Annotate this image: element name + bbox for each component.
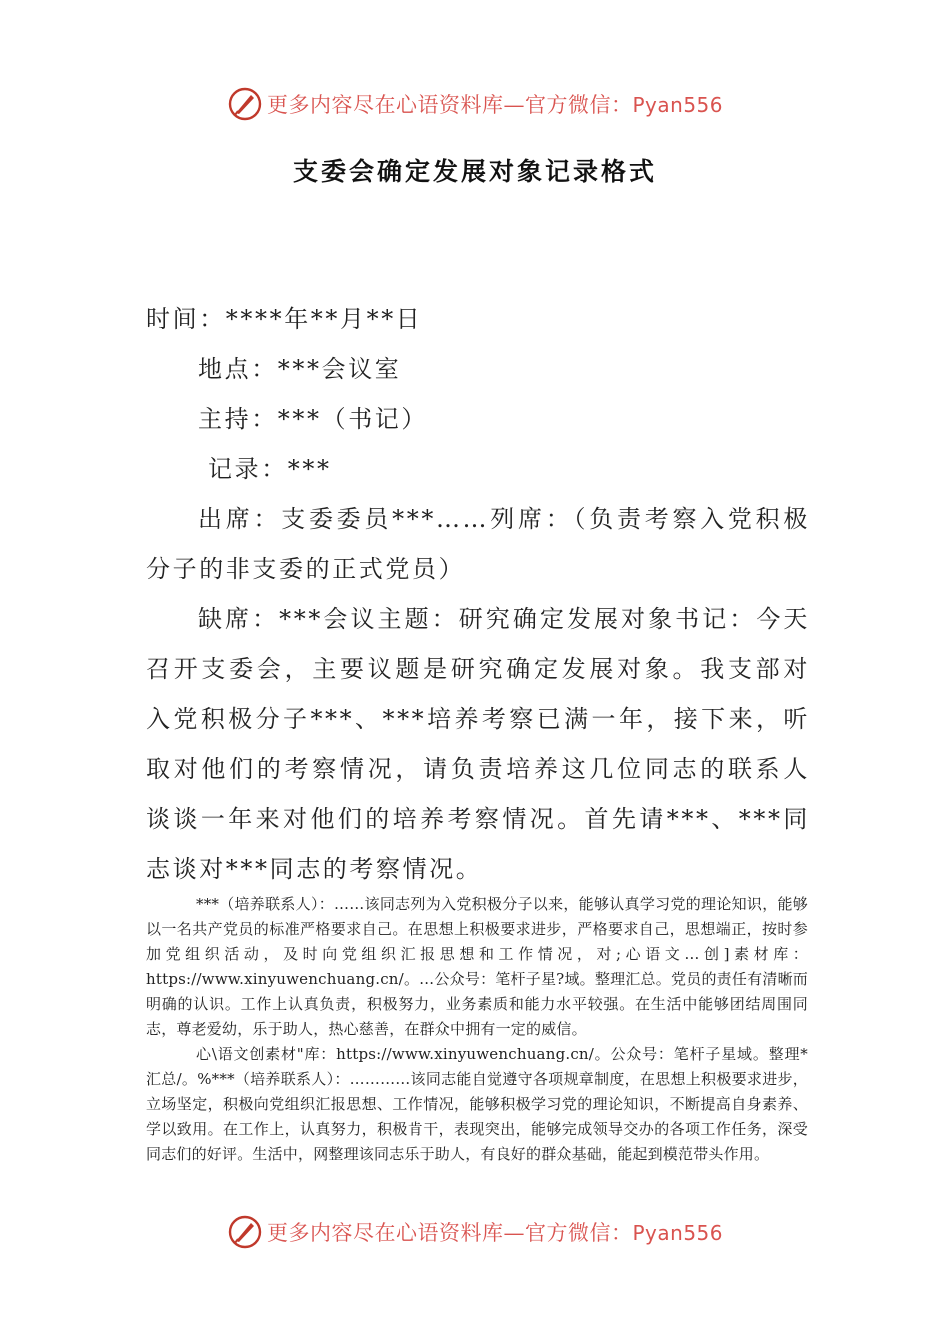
line-host: 主持：***（书记） bbox=[198, 405, 428, 433]
contact-report-paragraph: 心\语文创素材"库：https://www.xinyuwenchuang.cn/。公众号：笔杆子星域。整理*汇总/。%***（培养联系人）：…………该同志能自觉遵守各项规章制度，在思想上积极要求进步，立场坚定，积极向党组织汇报思想、工作情况，能够积极学习党的理论知识，不断提高自身素养、学以致用。在工作上，认真努力，积极肯干，表现突出，能够完成领导交办的各项工作任务，深受同志们的好评。生活中，网整理该同志乐于助人，有良好的群众基础，能起到模范带头作用。 bbox=[146, 1045, 808, 1163]
quill-pen-logo-icon bbox=[227, 1214, 263, 1250]
line-attendees: 出席：支委委员***……列席：（负责考察入党积极分子的非支委的正式党员） bbox=[146, 505, 810, 583]
line-absent-and-discussion: 缺席：***会议主题：研究确定发展对象书记：今天召开支委会，主要议题是研究确定发展对象。我支部对入党积极分子***、***培养考察已满一年，接下来，听取对他们的考察情况，请负责培养这几位同志的联系人谈谈一年来对他们的培养考察情况。首先请***、***同志谈对***同志的考察情况。 bbox=[146, 605, 810, 883]
contact-reports bbox=[146, 892, 808, 1167]
footer-banner bbox=[0, 1212, 950, 1252]
quill-pen-logo-icon bbox=[227, 86, 263, 122]
line-location: 地点：***会议室 bbox=[198, 355, 402, 383]
header-banner bbox=[0, 84, 950, 124]
line-recorder: 记录：*** bbox=[208, 455, 332, 483]
banner-text: 更多内容尽在心语资料库—官方微信：Pyan556 bbox=[266, 93, 723, 117]
contact-report-paragraph: ***（培养联系人）：……该同志列为入党积极分子以来，能够认真学习党的理论知识，能够以一名共产党员的标准严格要求自己。在思想上积极要求进步，严格要求自己，思想端正，按时参加党组织活动，及时向党组织汇报思想和工作情况，对;心语文…创]素材库：https://www.xinyuwenchuang.cn/。…公众号：笔杆子星?域。整理汇总。党员的责任有清晰而明确的认识。工作上认真负责，积极努力，业务素质和能力水平较强。在生活中能够团结周围同志，尊老爱幼，乐于助人，热心慈善，在群众中拥有一定的威信。 bbox=[146, 895, 808, 1038]
line-time: 时间：****年**月**日 bbox=[146, 305, 423, 333]
document-title: 支委会确定发展对象记录格式 bbox=[292, 157, 657, 186]
banner-text: 更多内容尽在心语资料库—官方微信：Pyan556 bbox=[266, 1221, 723, 1245]
document-body bbox=[146, 294, 810, 894]
